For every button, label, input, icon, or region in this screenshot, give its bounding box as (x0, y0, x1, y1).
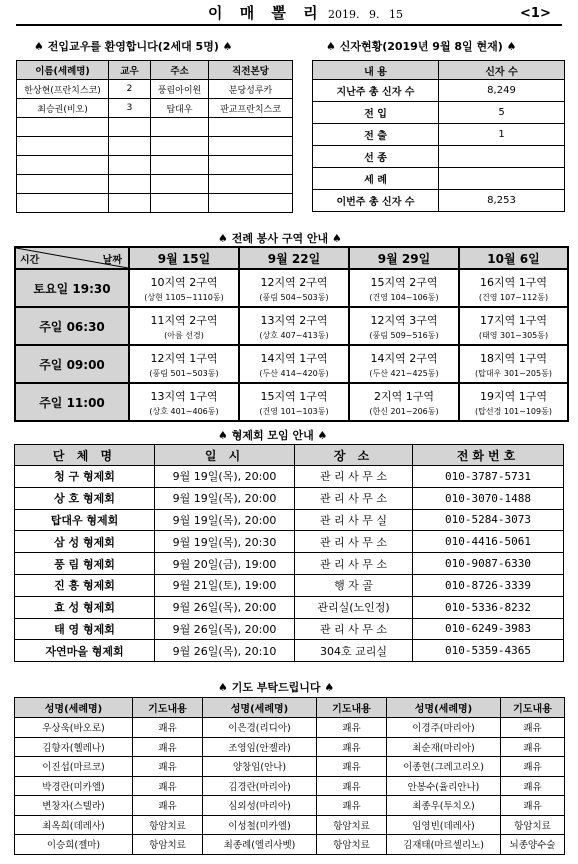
table-row (15, 776, 565, 796)
schedule-corner-cell (15, 247, 129, 269)
meeting-place: 304호 교리실 (295, 640, 413, 662)
table-row (15, 383, 568, 421)
service-cell (129, 345, 239, 383)
date-header: 10월 6일 (459, 247, 568, 269)
table-row (17, 194, 293, 213)
meeting-time: 9월 21일(토), 19:00 (155, 574, 295, 596)
table-cell: 한상현(프란치스코) (17, 80, 109, 99)
prayer-intent: 항암치료 (317, 835, 387, 855)
table-cell (109, 194, 151, 213)
building-range: (두산 421~425동) (369, 368, 439, 378)
service-schedule-table (14, 246, 569, 422)
column-header: 기도내용 (501, 698, 565, 718)
meetings-table (14, 444, 564, 662)
table-row (17, 156, 293, 175)
column-header: 기도내용 (133, 698, 203, 718)
column-header: 전화번호 (413, 445, 564, 466)
meeting-place: 관 리 사 무 소 (295, 487, 413, 509)
believers-table (312, 60, 565, 212)
mass-time: 토요일 19:30 (15, 269, 129, 307)
district-label: 14지역 2구역 (370, 351, 438, 365)
district-label: 12지역 3구역 (370, 313, 438, 327)
service-cell (459, 345, 568, 383)
table-row (15, 737, 565, 757)
table-row (313, 102, 565, 124)
meeting-time: 9월 19일(목), 20:30 (155, 531, 295, 553)
service-cell (459, 269, 568, 307)
bulletin-title: 이 매 뽈 리 (208, 4, 324, 22)
prayer-intent: 쾌유 (501, 776, 565, 796)
person-name: 이경주(마리아) (387, 718, 501, 738)
prayer-intent: 쾌유 (133, 776, 203, 796)
phone-number: 010-4416-5061 (413, 531, 564, 553)
mass-time: 주일 11:00 (15, 383, 129, 421)
table-cell: 2 (109, 80, 151, 99)
table-cell (17, 156, 109, 175)
service-cell (129, 383, 239, 421)
table-cell (151, 156, 209, 175)
prayer-intent: 뇌종양수술 (501, 835, 565, 855)
service-cell (239, 383, 349, 421)
stat-value: 8,249 (439, 80, 565, 102)
prayer-intent: 쾌유 (317, 796, 387, 816)
meeting-place: 관 리 사 무 소 (295, 553, 413, 575)
meeting-time: 9월 26일(목), 20:10 (155, 640, 295, 662)
corner-date-label: 날짜 (102, 255, 122, 266)
meeting-place: 관 리 사 무 실 (295, 509, 413, 531)
table-row (313, 80, 565, 102)
person-name: 이진섭(마르코) (15, 757, 133, 777)
district-label: 10지역 2구역 (150, 275, 218, 289)
prayer-intent: 쾌유 (317, 737, 387, 757)
table-row (15, 835, 565, 855)
footer-divider (14, 854, 564, 855)
table-row (15, 574, 564, 596)
district-label: 16지역 1구역 (480, 275, 547, 289)
building-range: (상호 407~413동) (259, 330, 329, 340)
service-cell (129, 307, 239, 345)
group-name: 효 성 형제회 (15, 596, 155, 618)
building-range: (건영 101~103동) (259, 406, 329, 416)
table-row (15, 796, 565, 816)
district-label: 14지역 1구역 (260, 351, 328, 365)
phone-number: 010-5284-3073 (413, 509, 564, 531)
table-row (15, 307, 568, 345)
table-row (17, 80, 293, 99)
prayer-intent: 쾌유 (317, 718, 387, 738)
prayer-intent: 쾌유 (501, 796, 565, 816)
column-header: 신자 수 (439, 61, 565, 80)
column-header: 성명(세례명) (15, 698, 133, 718)
group-name: 자연마을 형제회 (15, 640, 155, 662)
phone-number: 010-5336-8232 (413, 596, 564, 618)
table-cell (109, 156, 151, 175)
table-cell (17, 194, 109, 213)
prayer-intent: 쾌유 (501, 757, 565, 777)
prayer-intent: 항암치료 (133, 835, 203, 855)
prayer-intent: 쾌유 (133, 796, 203, 816)
person-name: 이성철(미카엘) (203, 815, 317, 835)
phone-number: 010-5359-4365 (413, 640, 564, 662)
new-teachers-table (16, 60, 293, 213)
prayer-intent: 쾌유 (133, 718, 203, 738)
person-name: 우상욱(바오로) (15, 718, 133, 738)
service-cell (349, 269, 459, 307)
page-number: <1> (520, 6, 551, 21)
district-label: 2지역 1구역 (374, 389, 434, 403)
person-name: 최종례(엘리사벳) (203, 835, 317, 855)
district-label: 12지역 1구역 (150, 351, 218, 365)
meeting-time: 9월 26일(목), 20:00 (155, 596, 295, 618)
group-name: 태 영 형제회 (15, 618, 155, 640)
person-name: 조영임(안젤라) (203, 737, 317, 757)
phone-number: 010-3070-1488 (413, 487, 564, 509)
prayer-intent: 쾌유 (317, 757, 387, 777)
table-row (15, 640, 564, 662)
table-row (17, 175, 293, 194)
group-name: 진 흥 형제회 (15, 574, 155, 596)
table-cell: 풍림아이원 (151, 80, 209, 99)
prayer-intent: 항암치료 (133, 815, 203, 835)
prayer-intent: 쾌유 (133, 757, 203, 777)
building-range: (건영 104~106동) (369, 292, 439, 302)
phone-number: 010-6249-3983 (413, 618, 564, 640)
table-cell: 최승권(비오) (17, 99, 109, 118)
meeting-place: 관 리 사 무 소 (295, 531, 413, 553)
meeting-time: 9월 19일(목), 20:00 (155, 509, 295, 531)
service-cell (239, 269, 349, 307)
table-row (15, 553, 564, 575)
district-label: 19지역 1구역 (480, 389, 547, 403)
stat-label: 지난주 총 신자 수 (313, 80, 439, 102)
table-row (15, 269, 568, 307)
table-row (15, 815, 565, 835)
table-cell: 3 (109, 99, 151, 118)
table-row (15, 509, 564, 531)
table-row (15, 466, 564, 488)
table-cell (151, 118, 209, 137)
service-cell (239, 345, 349, 383)
phone-number: 010-3787-5731 (413, 466, 564, 488)
table-row (15, 757, 565, 777)
service-cell (349, 345, 459, 383)
date-header: 9월 22일 (239, 247, 349, 269)
stat-value: 5 (439, 102, 565, 124)
table-row (313, 168, 565, 190)
table-row (15, 618, 564, 640)
meeting-place: 관 리 사 무 소 (295, 618, 413, 640)
service-title: ♠ 전례 봉사 구역 안내 ♠ (218, 232, 342, 245)
group-name: 상 호 형제회 (15, 487, 155, 509)
prayer-table (14, 697, 565, 855)
building-range: (풍림 501~503동) (149, 368, 219, 378)
table-cell (209, 156, 293, 175)
meeting-time: 9월 19일(목), 20:00 (155, 466, 295, 488)
building-range: (상호 401~406동) (149, 406, 219, 416)
person-name: 이종현(그레고리오) (387, 757, 501, 777)
prayer-title: ♠ 기도 부탁드립니다 ♠ (218, 681, 335, 694)
column-header: 장 소 (295, 445, 413, 466)
service-cell (129, 269, 239, 307)
table-cell (151, 137, 209, 156)
stat-label: 선 종 (313, 146, 439, 168)
district-label: 15지역 1구역 (260, 389, 328, 403)
date-header: 9월 29일 (349, 247, 459, 269)
column-header: 이름(세례명) (17, 61, 109, 80)
column-header: 내 용 (313, 61, 439, 80)
prayer-intent: 쾌유 (317, 776, 387, 796)
person-name: 최옥희(데레사) (15, 815, 133, 835)
table-cell (209, 194, 293, 213)
person-name: 김향자(헬레나) (15, 737, 133, 757)
meeting-place: 관리실(노인정) (295, 596, 413, 618)
building-range: (탑대우 301~205동) (475, 368, 552, 378)
table-row (17, 137, 293, 156)
prayer-intent: 쾌유 (501, 737, 565, 757)
person-name: 안봉수(율리안나) (387, 776, 501, 796)
column-header: 일 시 (155, 445, 295, 466)
corner-time-label: 시간 (20, 255, 40, 266)
believers-title: ♠ 신자현황(2019년 9월 8일 현재) ♠ (326, 40, 517, 53)
table-cell (151, 175, 209, 194)
stat-value (439, 146, 565, 168)
person-name: 임영빈(데레사) (387, 815, 501, 835)
stat-label: 세 례 (313, 168, 439, 190)
person-name: 최종우(투치오) (387, 796, 501, 816)
phone-number: 010-8726-3339 (413, 574, 564, 596)
prayer-intent: 항암치료 (317, 815, 387, 835)
district-label: 12지역 2구역 (260, 275, 328, 289)
table-cell (17, 175, 109, 194)
column-header: 단 체 명 (15, 445, 155, 466)
table-cell (109, 137, 151, 156)
building-range: (건영 107~112동) (478, 292, 549, 302)
district-label: 17지역 1구역 (480, 313, 547, 327)
building-range: (아름 선경) (164, 330, 204, 340)
group-name: 청 구 형제회 (15, 466, 155, 488)
stat-value: 8,253 (439, 190, 565, 212)
new-teachers-title: ♠ 전입교우를 환영합니다(2세대 5명) ♠ (34, 40, 233, 53)
building-range: (태영 301~305동) (478, 330, 549, 340)
table-cell (17, 118, 109, 137)
table-row (313, 124, 565, 146)
bulletin-date: 2019. 9. 15 (328, 8, 403, 21)
building-range: (상현 1105~1110동) (144, 292, 224, 302)
stat-label: 전 입 (313, 102, 439, 124)
service-cell (459, 307, 568, 345)
column-header: 교우 (109, 61, 151, 80)
table-cell (209, 137, 293, 156)
district-label: 13지역 1구역 (150, 389, 218, 403)
table-cell: 탑대우 (151, 99, 209, 118)
table-row (15, 487, 564, 509)
service-cell (349, 383, 459, 421)
header-divider (16, 24, 562, 26)
mass-time: 주일 09:00 (15, 345, 129, 383)
meeting-time: 9월 26일(목), 20:00 (155, 618, 295, 640)
building-range: (풍림 504~503동) (259, 292, 329, 302)
district-label: 11지역 2구역 (150, 313, 218, 327)
table-cell (209, 118, 293, 137)
table-row (15, 718, 565, 738)
district-label: 18지역 1구역 (480, 351, 547, 365)
building-range: (탑선경 101~109동) (475, 406, 552, 416)
stat-label: 전 출 (313, 124, 439, 146)
table-cell (151, 194, 209, 213)
column-header: 직전본당 (209, 61, 293, 80)
column-header: 성명(세례명) (203, 698, 317, 718)
group-name: 풍 림 형제회 (15, 553, 155, 575)
person-name: 이승희(젤마) (15, 835, 133, 855)
meeting-place: 관 리 사 무 소 (295, 466, 413, 488)
service-cell (459, 383, 568, 421)
table-row (17, 118, 293, 137)
district-label: 15지역 2구역 (370, 275, 438, 289)
person-name: 김재태(마르셀리노) (387, 835, 501, 855)
prayer-intent: 쾌유 (501, 718, 565, 738)
person-name: 박경란(미카엘) (15, 776, 133, 796)
meeting-place: 행 자 골 (295, 574, 413, 596)
column-header: 주소 (151, 61, 209, 80)
building-range: (두산 414~420동) (259, 368, 329, 378)
mass-time: 주일 06:30 (15, 307, 129, 345)
table-cell (17, 137, 109, 156)
table-row (313, 146, 565, 168)
phone-number: 010-9087-6330 (413, 553, 564, 575)
meetings-title: ♠ 형제회 모임 안내 ♠ (218, 429, 328, 442)
stat-value: 1 (439, 124, 565, 146)
prayer-intent: 항암치료 (501, 815, 565, 835)
table-cell (109, 175, 151, 194)
table-row (17, 99, 293, 118)
table-row (15, 596, 564, 618)
group-name: 탑대우 형제회 (15, 509, 155, 531)
person-name: 변창자(스텔라) (15, 796, 133, 816)
district-label: 13지역 2구역 (260, 313, 328, 327)
table-cell (209, 175, 293, 194)
service-cell (349, 307, 459, 345)
person-name: 이은경(리디아) (203, 718, 317, 738)
person-name: 최순재(마리아) (387, 737, 501, 757)
group-name: 삼 성 형제회 (15, 531, 155, 553)
person-name: 심외성(마리아) (203, 796, 317, 816)
building-range: (풍림 509~516동) (369, 330, 439, 340)
column-header: 기도내용 (317, 698, 387, 718)
table-cell (109, 118, 151, 137)
person-name: 김경란(마리아) (203, 776, 317, 796)
stat-label: 이번주 총 신자 수 (313, 190, 439, 212)
table-row (313, 190, 565, 212)
table-cell: 분당성루카 (209, 80, 293, 99)
meeting-time: 9월 19일(목), 20:00 (155, 487, 295, 509)
table-row (15, 531, 564, 553)
meeting-time: 9월 20일(금), 19:00 (155, 553, 295, 575)
building-range: (한신 201~206동) (369, 406, 439, 416)
date-header: 9월 15일 (129, 247, 239, 269)
column-header: 성명(세례명) (387, 698, 501, 718)
prayer-intent: 쾌유 (133, 737, 203, 757)
person-name: 양창임(안나) (203, 757, 317, 777)
service-cell (239, 307, 349, 345)
table-row (15, 345, 568, 383)
table-cell: 판교프란치스코 (209, 99, 293, 118)
stat-value (439, 168, 565, 190)
